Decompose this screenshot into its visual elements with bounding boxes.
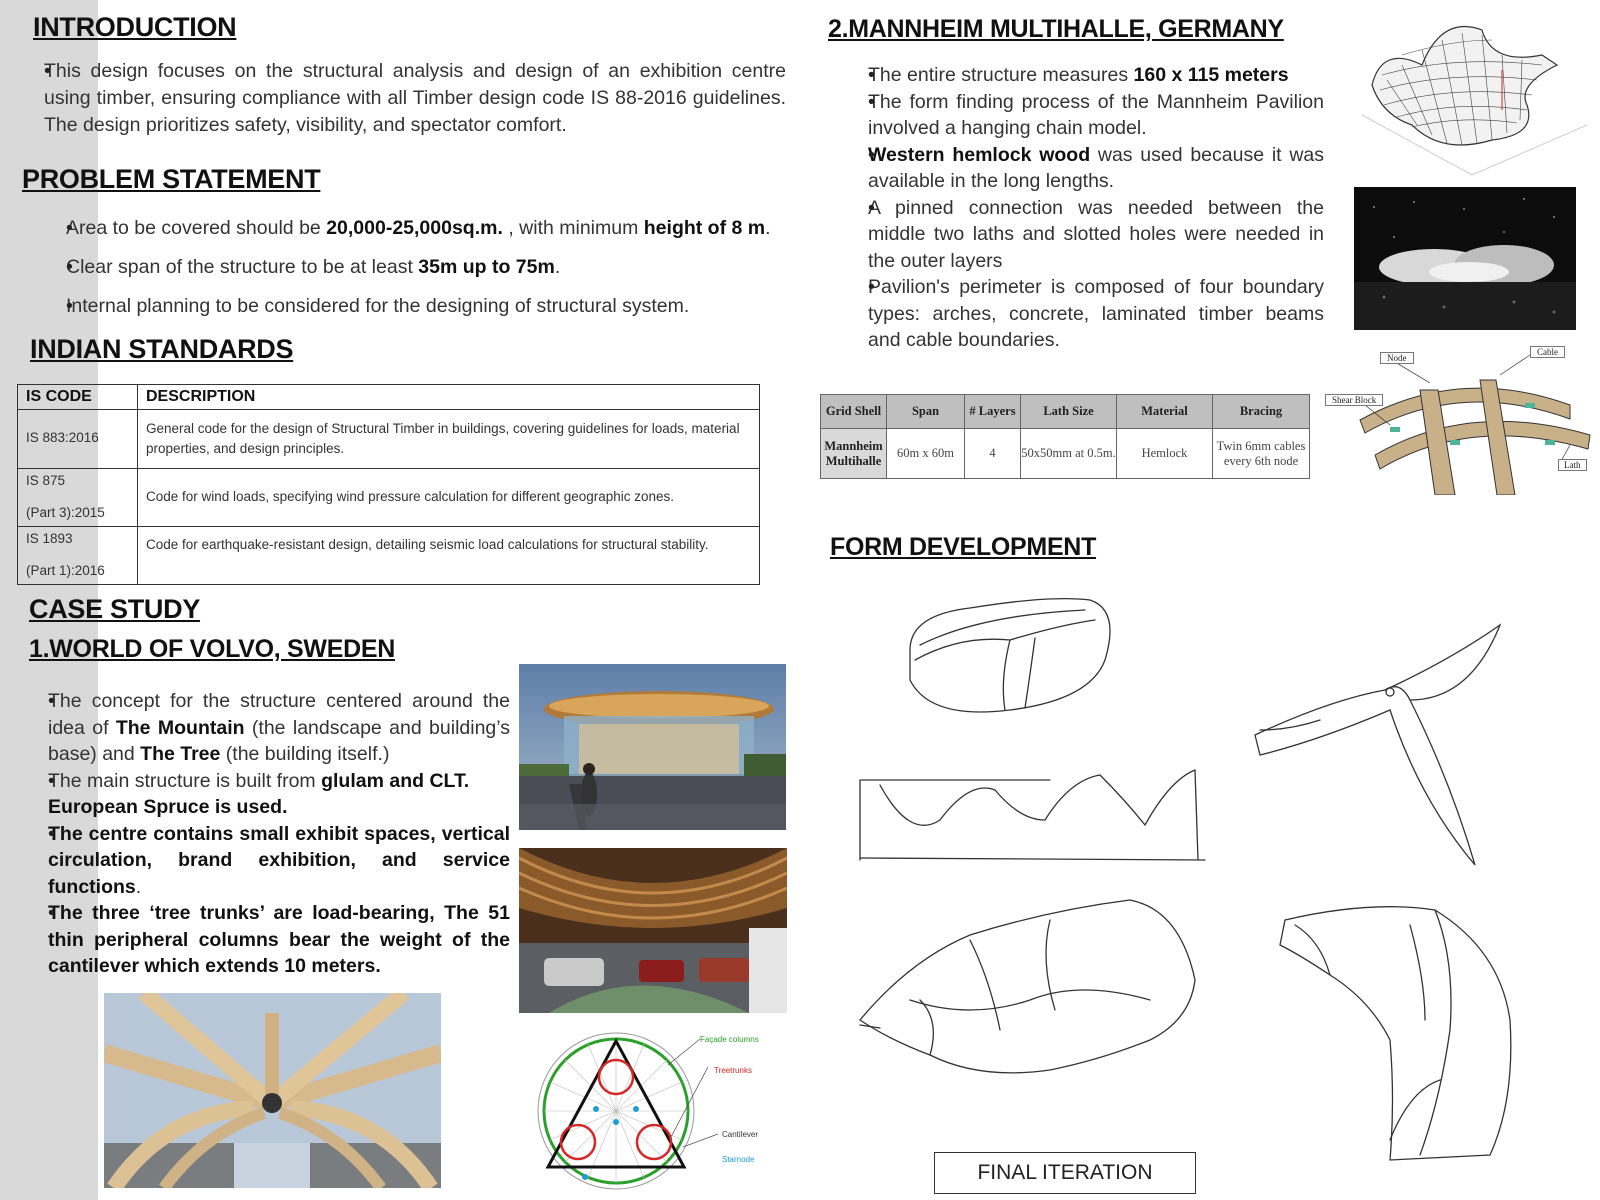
trunks-text: The three ‘tree trunks’ are load-bearing, The 51 thin peripheral columns bear the weight of the cantilever which extends 10 meters.: [48, 902, 510, 977]
concept-tree: The Tree: [140, 743, 221, 765]
indian-standards-table: [17, 384, 760, 585]
span-cell: 60m x 60m: [887, 429, 965, 479]
mannheim-bullet-size: [828, 62, 1324, 89]
grid-shell-line: Mannheim: [824, 438, 883, 453]
col-lath-size: Lath Size: [1021, 395, 1117, 429]
description-cell: General code for the design of Structural Timber in buildings, covering guidelines for loads, material properties, and design principles.: [138, 410, 760, 469]
span-value: 35m up to 75m: [418, 256, 555, 278]
problem-statement-heading: PROBLEM STATEMENT: [22, 164, 321, 194]
cantilever-label: Cantilever: [722, 1130, 759, 1139]
problem-statement-list: [22, 215, 802, 320]
code-part-line: (Part 1):2016: [26, 563, 105, 578]
case-study-heading: CASE STUDY: [29, 594, 201, 624]
col-description: DESCRIPTION: [138, 385, 760, 410]
sketch-arch: [1280, 907, 1511, 1160]
mannheim-table-header: [821, 395, 1310, 429]
volvo-bullet-spaces: [10, 821, 510, 901]
cable-label: Cable: [1530, 346, 1565, 358]
area-text: Area to be covered should be: [66, 217, 327, 239]
layers-cell: 4: [965, 429, 1021, 479]
material-cell: Hemlock: [1117, 429, 1213, 479]
wood-text: was used because it was available in the long lengths.: [868, 143, 1324, 192]
volvo-bullet-material: [10, 768, 510, 821]
area-mid-text: , with minimum: [502, 217, 644, 239]
table-row: [18, 527, 760, 585]
mannheim-table: [820, 394, 1310, 479]
height-value: height of 8 m: [643, 217, 766, 239]
starnode-label: Starnode: [722, 1155, 755, 1164]
problem-bullet-area: [22, 215, 802, 242]
volvo-exterior-photo: [519, 664, 786, 830]
mannheim-bullet-wood: [828, 142, 1324, 195]
code-cell: [18, 469, 138, 527]
final-iteration-label: FINAL ITERATION: [934, 1152, 1196, 1194]
col-span: Span: [887, 395, 965, 429]
volvo-plan-diagram: [518, 1027, 788, 1195]
span-end: .: [554, 256, 561, 278]
volvo-interior-photo: [519, 848, 787, 1013]
mannheim-list: [828, 62, 1324, 354]
mannheim-connection-detail: [1320, 345, 1600, 495]
concept-end: (the building itself.): [220, 743, 390, 765]
problem-bullet-planning: • Internal planning to be considered for the designing of structural system.: [22, 293, 802, 320]
form-development-heading: FORM DEVELOPMENT: [830, 533, 1097, 561]
code-line: IS 875: [26, 473, 66, 488]
area-value: 20,000-25,000sq.m.: [326, 217, 503, 239]
span-text: Clear span of the structure to be at least: [66, 256, 419, 278]
table-row: [821, 429, 1310, 479]
node-label: Node: [1380, 352, 1414, 364]
volvo-bullet-trunks: [10, 900, 510, 980]
code-line: IS 1893: [26, 531, 73, 546]
mannheim-heading: 2.MANNHEIM MULTIHALLE, GERMANY: [828, 15, 1284, 43]
indian-standards-heading: INDIAN STANDARDS: [30, 334, 294, 364]
lath-size-cell: 50x50mm at 0.5m.: [1021, 429, 1117, 479]
mannheim-bullet-form: • The form finding process of the Mannheim Pavilion involved a hanging chain model.: [828, 89, 1324, 142]
size-value: 160 x 115 meters: [1133, 64, 1289, 86]
concept-mid: (the landscape and building’s base) and: [48, 716, 510, 765]
mannheim-night-photo: [1354, 187, 1576, 330]
volvo-bullet-concept: [10, 688, 510, 768]
grid-shell-line: Multihalle: [825, 453, 882, 468]
bracing-cell: [1213, 429, 1310, 479]
col-is-code: IS CODE: [18, 385, 138, 410]
spaces-end: .: [135, 875, 142, 898]
form-sketches: [850, 580, 1600, 1180]
table-row: [18, 410, 760, 469]
sketch-organic: [860, 900, 1195, 1073]
bracing-line: Twin 6mm cables: [1216, 438, 1306, 453]
sketch-tripod: [1255, 625, 1500, 865]
volvo-timber-frame-photo: [104, 993, 441, 1188]
col-material: Material: [1117, 395, 1213, 429]
shear-block-label: Shear Block: [1325, 394, 1383, 406]
mannheim-wireframe-drawing: [1342, 5, 1600, 180]
volvo-list: [10, 688, 510, 980]
bracing-line: every 6th node: [1223, 453, 1299, 468]
problem-bullet-span: [22, 254, 802, 281]
description-cell: Code for earthquake-resistant design, detailing seismic load calculations for structural stability.: [138, 527, 760, 585]
mannheim-bullet-perimeter: • Pavilion's perimeter is composed of four boundary types: arches, concrete, laminated timber beams and cable boundaries.: [828, 274, 1324, 354]
code-line: IS 883:2016: [26, 430, 99, 445]
introduction-text: • This design focuses on the structural analysis and design of an exhibition centre using timber, ensuring compliance with all Timber design code IS 88-2016 guidelines. The design prioritizes safety, visibility, and spectator comfort.: [22, 58, 786, 139]
volvo-heading: 1.WORLD OF VOLVO, SWEDEN: [29, 635, 395, 663]
code-cell: [18, 410, 138, 469]
grid-shell-cell: [821, 429, 887, 479]
introduction-list: [22, 58, 786, 139]
col-bracing: Bracing: [1213, 395, 1310, 429]
description-cell: Code for wind loads, specifying wind pressure calculation for different geographic zones.: [138, 469, 760, 527]
material-value: glulam and CLT. European Spruce is used.: [48, 769, 470, 818]
treetrunks-label: Treetrunks: [714, 1066, 752, 1075]
spaces-text: The centre contains small exhibit spaces, vertical circulation, brand exhibition, and service functions: [48, 822, 510, 898]
material-text: The main structure is built from: [48, 769, 322, 792]
facade-columns-label: Façade columns: [700, 1035, 759, 1044]
code-cell: [18, 527, 138, 585]
size-text: The entire structure measures: [868, 64, 1134, 86]
table-row: [18, 469, 760, 527]
introduction-heading: INTRODUCTION: [33, 12, 237, 42]
area-end: .: [765, 217, 771, 239]
concept-mountain: The Mountain: [115, 716, 245, 739]
lath-label: Lath: [1558, 459, 1587, 471]
mannheim-bullet-connection: • A pinned connection was needed between the middle two laths and slotted holes were needed in the outer layers: [828, 195, 1324, 275]
sketch-waves: [860, 780, 1050, 860]
concept-text: The concept for the structure centered around the idea of: [48, 690, 510, 739]
sketch-shell: [910, 599, 1110, 712]
wood-type: Western hemlock wood: [868, 143, 1091, 166]
col-layers: # Layers: [965, 395, 1021, 429]
col-grid-shell: Grid Shell: [821, 395, 887, 429]
table-header-row: [18, 385, 760, 410]
code-part-line: (Part 3):2015: [26, 505, 105, 520]
